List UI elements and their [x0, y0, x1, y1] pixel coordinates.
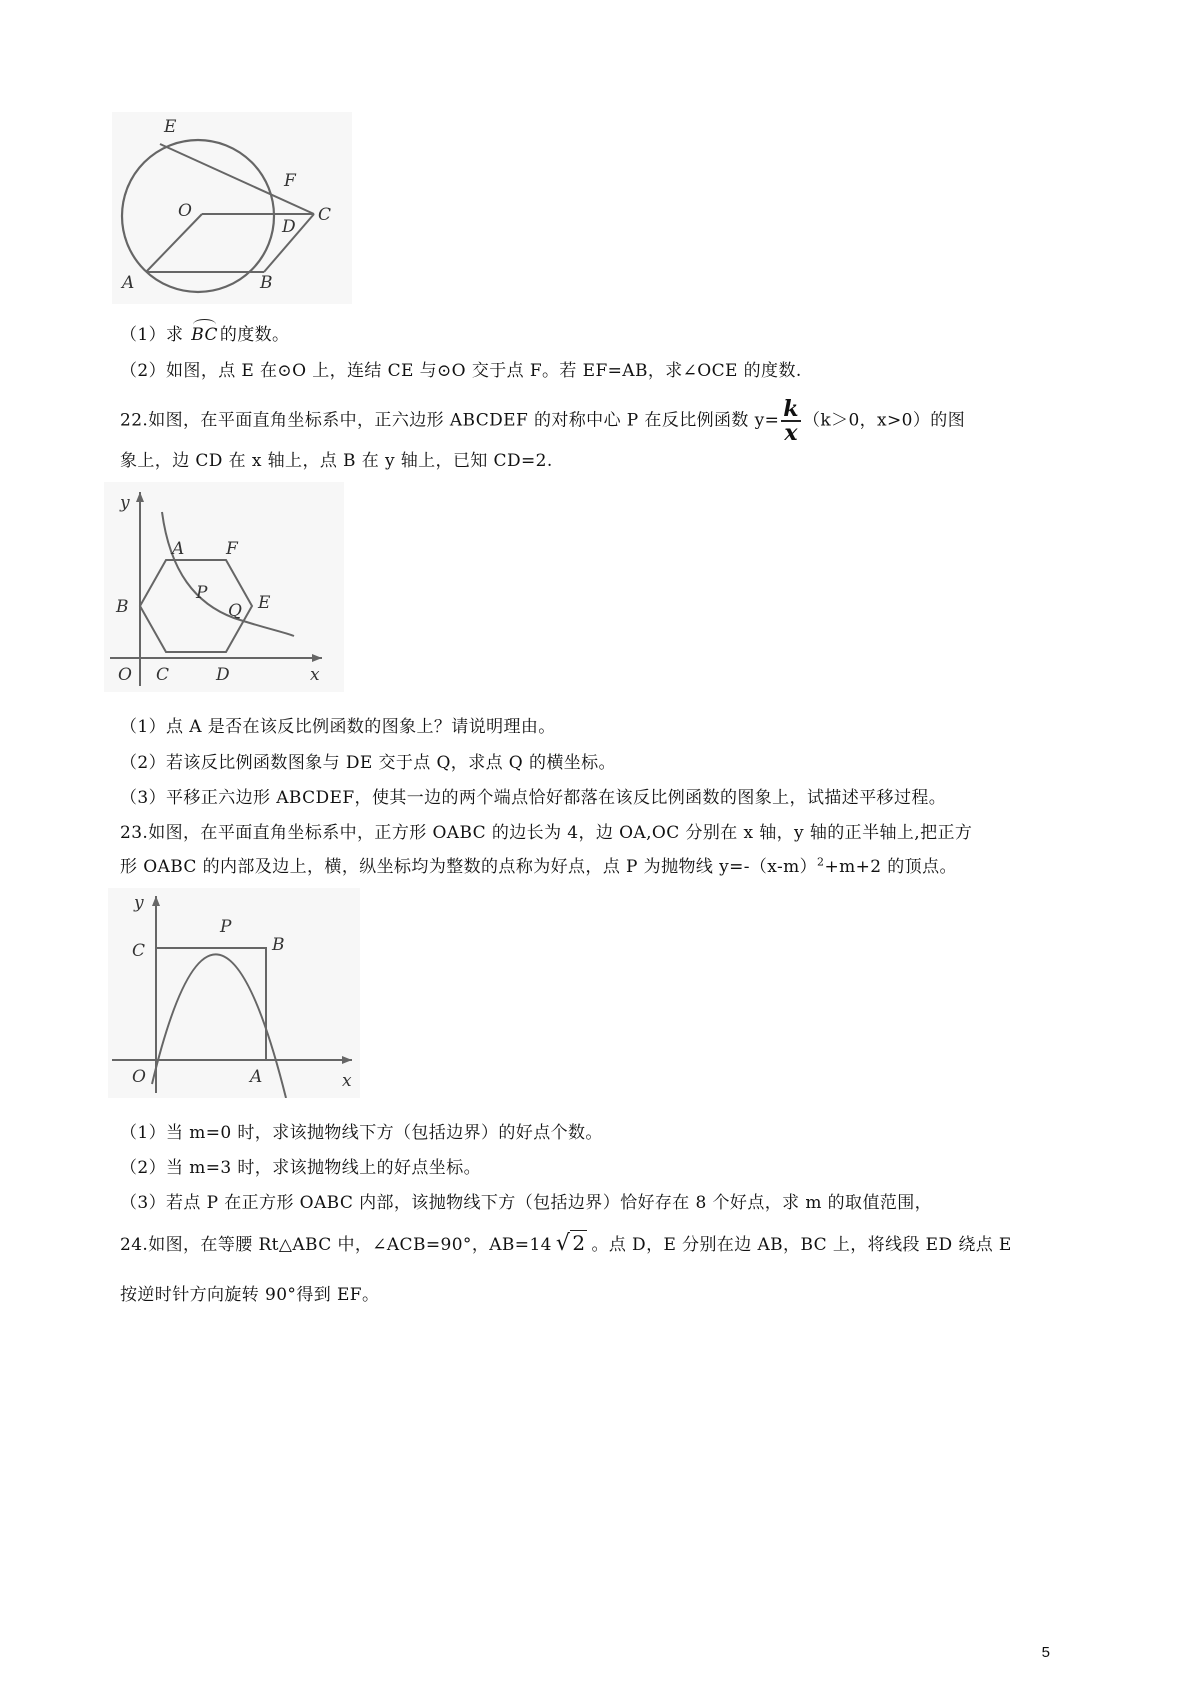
q21-part1-prefix: （1）求 [120, 325, 190, 345]
label-p: P [196, 583, 208, 603]
label-f: F [284, 171, 296, 191]
q22-part1: （1）点 A 是否在该反比例函数的图象上？请说明理由。 [120, 717, 556, 737]
q24-line1-prefix: 24.如图，在等腰 Rt△ABC 中，∠ACB=90°，AB=14 [120, 1235, 552, 1255]
q21-part2: （2）如图，点 E 在⊙O 上，连结 CE 与⊙O 交于点 F。若 EF=AB，求∠OCE 的度数. [120, 361, 802, 381]
q23-part1: （1）当 m=0 时，求该抛物线下方（包括边界）的好点个数。 [120, 1123, 603, 1143]
figure-circle [112, 112, 352, 308]
figure-background [112, 112, 352, 304]
q23-line1: 23.如图，在平面直角坐标系中，正方形 OABC 的边长为 4，边 OA,OC 分别在 x 轴，y 轴的正半轴上,把正方 [120, 823, 973, 843]
q22-part3: （3）平移正六边形 ABCDEF，使其一边的两个端点恰好都落在该反比例函数的图象上，试描述平移过程。 [120, 788, 947, 808]
label-e: E [258, 593, 271, 613]
q23-line2-suffix: +m+2 的顶点。 [824, 857, 957, 877]
label-c: C [156, 665, 170, 685]
fraction-denominator: x [784, 420, 798, 446]
hexagon-diagram [104, 482, 344, 692]
label-a: A [250, 1067, 263, 1087]
label-f: F [226, 539, 238, 559]
q23-part3: （3）若点 P 在正方形 OABC 内部，该抛物线下方（包括边界）恰好存在 8 个好点，求 m 的取值范围， [120, 1193, 933, 1213]
q24-line1-suffix: 。点 D，E 分别在边 AB，BC 上，将线段 ED 绕点 E [591, 1235, 1012, 1255]
label-c: C [132, 941, 146, 961]
q21-part1 [120, 320, 289, 345]
q22-part2: （2）若该反比例函数图象与 DE 交于点 Q，求点 Q 的横坐标。 [120, 753, 616, 773]
label-o: O [178, 201, 192, 221]
parabola-diagram [108, 888, 360, 1098]
label-b: B [272, 935, 285, 955]
label-x: x [342, 1071, 352, 1091]
label-c: C [318, 205, 332, 225]
label-d: D [282, 217, 296, 237]
label-q: Q [228, 601, 242, 621]
label-a: A [172, 539, 185, 559]
label-b: B [260, 273, 273, 293]
label-y: y [134, 893, 144, 913]
label-a: A [122, 273, 135, 293]
q21-part1-suffix: 的度数。 [219, 325, 290, 345]
label-o: O [118, 665, 132, 685]
q24-line1 [120, 1230, 1012, 1256]
arc-bc-label: BC [191, 325, 218, 345]
sqrt-radicand: 2 [572, 1231, 586, 1255]
q24-line2: 按逆时针方向旋转 90°得到 EF。 [120, 1285, 380, 1305]
label-p: P [220, 917, 232, 937]
page-number: 5 [1041, 1644, 1050, 1661]
sqrt-two: √ 2 [555, 1231, 586, 1256]
q22-line1-suffix: （k＞0，x>0）的图 [802, 410, 966, 431]
figure-parabola [108, 888, 360, 1102]
q23-exponent: 2 [817, 855, 825, 869]
q22-line1 [120, 398, 965, 444]
label-b: B [116, 597, 129, 617]
q23-part2: （2）当 m=3 时，求该抛物线上的好点坐标。 [120, 1158, 482, 1178]
circle-diagram [112, 112, 352, 304]
label-e: E [164, 117, 177, 137]
q22-line2: 象上，边 CD 在 x 轴上，点 B 在 y 轴上，已知 CD=2. [120, 451, 553, 471]
q23-line2-prefix: 形 OABC 的内部及边上，横，纵坐标均为整数的点称为好点，点 P 为抛物线 y=-（x-m） [120, 857, 818, 877]
q22-line1-prefix: 22.如图，在平面直角坐标系中，正六边形 ABCDEF 的对称中心 P 在反比例函数 y= [120, 410, 780, 431]
figure-hexagon [104, 482, 344, 696]
label-x: x [310, 665, 320, 685]
label-d: D [216, 665, 230, 685]
q23-line2 [120, 852, 957, 877]
label-o: O [132, 1067, 146, 1087]
fraction-numerator: k [783, 396, 799, 422]
fraction-k-over-x [781, 398, 801, 444]
label-y: y [120, 493, 130, 513]
